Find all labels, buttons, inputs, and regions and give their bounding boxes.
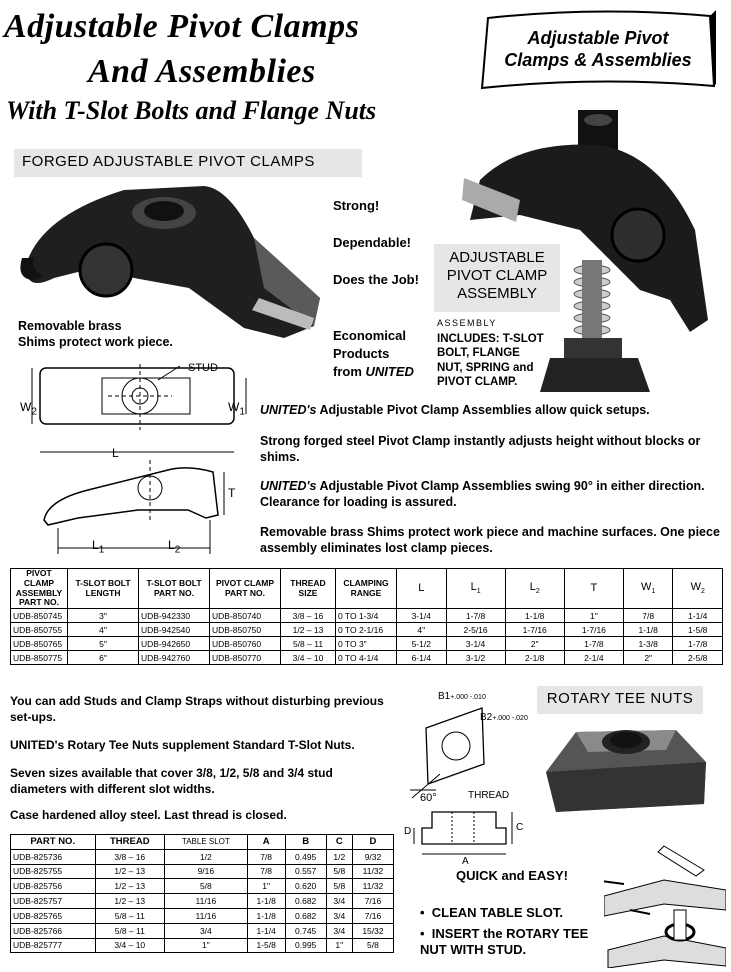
assembly-title-line-2: PIVOT CLAMP <box>446 267 548 284</box>
clamp-table-cell: 3-1/4 <box>397 609 447 623</box>
clamp-table-cell: 1-7/8 <box>673 637 723 651</box>
clamp-table-cell: 1-1/8 <box>623 623 673 637</box>
col-c: C <box>326 835 352 850</box>
col-d: D <box>352 835 393 850</box>
rotary-table-cell: 0.682 <box>285 894 326 909</box>
clamp-table-cell: 2-5/8 <box>673 651 723 665</box>
rotary-table-cell: 3/8 – 16 <box>95 849 165 864</box>
rotary-table-cell: 1/2 – 13 <box>95 894 165 909</box>
rotary-para-3: Seven sizes available that cover 3/8, 1/2, 5/8 and 3/4 stud diameters with different slot widths. <box>10 766 333 796</box>
assembly-title-line-1: ADJUSTABLE <box>449 249 545 266</box>
clamp-table-cell: 0 TO 2-1/16 <box>336 623 397 637</box>
col-l2: $L_2$ <box>505 569 564 609</box>
rotary-table-cell: 9/32 <box>352 849 393 864</box>
stud-label: STUD <box>188 362 218 374</box>
l1-letter: L <box>92 538 99 552</box>
rotary-table-row <box>11 938 394 953</box>
rotary-table-cell: 11/32 <box>352 879 393 894</box>
bullet-insert: • INSERT the ROTARY TEE NUT WITH STUD. <box>420 926 589 957</box>
bullet-insert-text: INSERT the ROTARY TEE NUT WITH STUD. <box>420 926 589 957</box>
assembly-includes-label: ASSEMBLY <box>437 318 497 328</box>
banner-line-2: Clamps & Assemblies <box>504 50 692 70</box>
angle-label: 60° <box>420 792 437 804</box>
col-table-slot: TABLE SLOT <box>165 835 248 850</box>
rotary-table-cell: UDB-825757 <box>11 894 96 909</box>
rotary-table-cell: 3/4 <box>326 923 352 938</box>
clamp-table-cell: UDB-942760 <box>139 651 210 665</box>
rotary-table-cell: 3/4 <box>326 908 352 923</box>
rotary-table-cell: 1/2 – 13 <box>95 879 165 894</box>
clamp-spec-table <box>10 568 723 665</box>
w2-letter: W <box>20 400 32 414</box>
clamp-table-cell: 1-3/8 <box>623 637 673 651</box>
clamp-table-cell: UDB-850750 <box>210 623 281 637</box>
clamp-table-cell: 3-1/4 <box>446 637 505 651</box>
rotary-table-cell: 0.995 <box>285 938 326 953</box>
paragraph-2: Strong forged steel Pivot Clamp instantly adjusts height without blocks or shims. <box>260 434 701 465</box>
a-label: A <box>462 856 469 867</box>
clamp-table-header-row <box>11 569 723 609</box>
includes-line-3: NUT, SPRING and <box>437 361 534 374</box>
clamp-table-cell: 5/8 – 11 <box>281 637 336 651</box>
rotary-table-cell: 3/4 <box>326 894 352 909</box>
rotary-table-cell: 5/8 <box>165 879 248 894</box>
rotary-table-cell: 1-1/8 <box>247 908 285 923</box>
thread-label: THREAD <box>468 790 510 801</box>
corner-banner <box>478 6 718 94</box>
economical-line-3 <box>333 364 414 380</box>
clamp-table-cell: 1-1/4 <box>673 609 723 623</box>
w1-letter: W <box>228 400 240 414</box>
clamp-table-cell: 3-1/2 <box>446 651 505 665</box>
col-bolt-length: T-SLOT BOLT LENGTH <box>68 569 139 609</box>
paragraph-4: Removable brass Shims protect work piece and machine surfaces. One piece assembly eliminates lost clamp pieces. <box>260 525 720 556</box>
united-brand: UNITED <box>365 364 414 379</box>
col-w2: $W_2$ <box>673 569 723 609</box>
rotary-table-row <box>11 849 394 864</box>
paragraph-3-brand: UNITED's <box>260 479 317 493</box>
clamp-table-cell: 3/8 – 16 <box>281 609 336 623</box>
l1-label <box>92 538 104 555</box>
banner-line-1: Adjustable Pivot <box>527 28 669 48</box>
clamp-table-cell: UDB-942330 <box>139 609 210 623</box>
col-clamp-part: PIVOT CLAMP PART NO. <box>210 569 281 609</box>
b2-text: B2 <box>480 712 493 723</box>
clamp-table-cell: 6" <box>68 651 139 665</box>
w2-sub: 2 <box>31 406 37 418</box>
clamp-table-cell: 4" <box>397 623 447 637</box>
rotary-table-cell: 0.745 <box>285 923 326 938</box>
clamp-table-row <box>11 623 723 637</box>
rotary-table-cell: 3/4 – 10 <box>95 938 165 953</box>
rotary-table-cell: 7/16 <box>352 908 393 923</box>
l2-sub: 2 <box>174 544 181 556</box>
clamp-table-cell: 0 TO 1-3/4 <box>336 609 397 623</box>
rotary-table-cell: 7/16 <box>352 894 393 909</box>
col-l1: $L_1$ <box>446 569 505 609</box>
rotary-table-cell: 7/8 <box>247 849 285 864</box>
clamp-table-cell: UDB-850760 <box>210 637 281 651</box>
col-bolt-part: T-SLOT BOLT PART NO. <box>139 569 210 609</box>
quick-and-easy: QUICK and EASY! <box>456 868 568 883</box>
clamp-table-row <box>11 609 723 623</box>
l2-letter: L <box>168 538 175 552</box>
includes-line-2: BOLT, FLANGE <box>437 347 520 360</box>
rotary-table-row <box>11 879 394 894</box>
rotary-table-cell: 3/4 <box>165 923 248 938</box>
clamp-table-cell: 1-7/8 <box>564 637 623 651</box>
tagline-dependable: Dependable! <box>333 235 412 250</box>
col-t: T <box>564 569 623 609</box>
rotary-table-header-row <box>11 835 394 850</box>
b2-tolerance: +.000 -.020 <box>492 715 528 722</box>
page-title-line-1: Adjustable Pivot Clamps <box>4 8 360 45</box>
clamp-table-cell: UDB-850765 <box>11 637 68 651</box>
clamp-table-cell: 1-7/8 <box>446 609 505 623</box>
col-thread-size: THREAD SIZE <box>281 569 336 609</box>
b1-label <box>438 691 486 702</box>
d-label: D <box>404 826 412 837</box>
rotary-nut-photo <box>536 712 712 824</box>
shim-caption-line-1: Removable brass <box>18 319 122 333</box>
l-label: L <box>112 446 119 460</box>
clamp-table-cell: 3/4 – 10 <box>281 651 336 665</box>
rotary-tee-nuts-heading: ROTARY TEE NUTS <box>537 686 703 714</box>
l2-label <box>168 538 180 555</box>
rotary-table-cell: 0.620 <box>285 879 326 894</box>
c-label: C <box>516 822 524 833</box>
clamp-table-cell: 1-1/8 <box>505 609 564 623</box>
clamp-table-cell: 5-1/2 <box>397 637 447 651</box>
w1-sub: 1 <box>239 406 245 418</box>
col-thread: THREAD <box>95 835 165 850</box>
rotary-table-cell: 11/16 <box>165 908 248 923</box>
assembly-photo <box>460 110 712 400</box>
rotary-table-cell: 1" <box>247 879 285 894</box>
rotary-table-cell: UDB-825766 <box>11 923 96 938</box>
tagline-strong: Strong! <box>333 198 380 213</box>
clamp-table-cell: 7/8 <box>623 609 673 623</box>
rotary-table-cell: 1-1/8 <box>247 894 285 909</box>
bullet-clean-text: CLEAN TABLE SLOT. <box>431 905 563 920</box>
rotary-table-cell: UDB-825765 <box>11 908 96 923</box>
col-clamping-range: CLAMPING RANGE <box>336 569 397 609</box>
clamp-table-cell: 1-5/8 <box>673 623 723 637</box>
clamp-table-cell: 6-1/4 <box>397 651 447 665</box>
rotary-table-row <box>11 864 394 879</box>
rotary-table-cell: 1-5/8 <box>247 938 285 953</box>
clamp-table-cell: 0 TO 3" <box>336 637 397 651</box>
rotary-table-cell: 5/8 – 11 <box>95 908 165 923</box>
col-part-no: PART NO. <box>11 835 96 850</box>
economical-line-1: Economical <box>333 328 406 343</box>
rotary-table-row <box>11 908 394 923</box>
clamp-table-cell: UDB-942540 <box>139 623 210 637</box>
install-illustration <box>604 840 726 968</box>
rotary-table-cell: UDB-825755 <box>11 864 96 879</box>
rotary-table-cell: 15/32 <box>352 923 393 938</box>
rotary-table-cell: 5/8 – 11 <box>95 923 165 938</box>
includes-line-1: INCLUDES: T-SLOT <box>437 333 544 345</box>
rotary-table-cell: 9/16 <box>165 864 248 879</box>
w1-label <box>228 400 245 417</box>
paragraph-3-text: Adjustable Pivot Clamp Assemblies swing 90° in either direction. Clearance for loading is assured. <box>260 479 705 510</box>
clamp-table-cell: 2" <box>623 651 673 665</box>
rotary-spec-table <box>10 834 394 953</box>
col-w1: $W_1$ <box>623 569 673 609</box>
economical-line-2: Products <box>333 346 390 361</box>
bullet-clean: • CLEAN TABLE SLOT. <box>420 905 563 920</box>
rotary-table-row <box>11 894 394 909</box>
rotary-table-cell: 0.557 <box>285 864 326 879</box>
paragraph-1-text: Adjustable Pivot Clamp Assemblies allow quick setups. <box>316 403 650 417</box>
clamp-table-cell: UDB-850755 <box>11 623 68 637</box>
shim-caption-line-2: Shims protect work piece. <box>18 335 173 349</box>
paragraph-1 <box>260 402 720 418</box>
clamp-table-cell: 2" <box>505 637 564 651</box>
clamp-table-cell: 3" <box>68 609 139 623</box>
rotary-table-cell: 0.495 <box>285 849 326 864</box>
clamp-table-cell: 1-7/16 <box>505 623 564 637</box>
tagline-does-the-job: Does the Job! <box>333 272 419 287</box>
clamp-table-cell: UDB-850770 <box>210 651 281 665</box>
rotary-para-4: Case hardened alloy steel. Last thread is closed. <box>10 808 287 822</box>
t-label: T <box>228 486 236 500</box>
rotary-table-cell: 1" <box>326 938 352 953</box>
rotary-table-cell: 5/8 <box>352 938 393 953</box>
w2-label <box>20 400 37 417</box>
col-a: A <box>247 835 285 850</box>
rotary-table-cell: 1/2 <box>165 849 248 864</box>
clamp-table-cell: UDB-850775 <box>11 651 68 665</box>
forged-clamps-heading: FORGED ADJUSTABLE PIVOT CLAMPS <box>14 149 362 177</box>
clamp-table-cell: 1" <box>564 609 623 623</box>
rotary-table-cell: 11/32 <box>352 864 393 879</box>
rotary-table-cell: 7/8 <box>247 864 285 879</box>
l1-sub: 1 <box>98 544 105 556</box>
rotary-table-cell: 5/8 <box>326 864 352 879</box>
rotary-table-cell: 0.682 <box>285 908 326 923</box>
clamp-table-row <box>11 651 723 665</box>
b1-tolerance: +.000 -.010 <box>450 694 486 701</box>
rotary-table-cell: 1-1/4 <box>247 923 285 938</box>
clamp-table-row <box>11 637 723 651</box>
clamp-table-cell: UDB-942650 <box>139 637 210 651</box>
col-l: L <box>397 569 447 609</box>
rotary-table-cell: UDB-825736 <box>11 849 96 864</box>
page-title-line-2: And Assemblies <box>88 53 316 90</box>
rotary-para-2: UNITED's Rotary Tee Nuts supplement Standard T-Slot Nuts. <box>10 738 355 752</box>
col-assembly-part: PIVOT CLAMP ASSEMBLY PART NO. <box>11 569 68 609</box>
rotary-table-cell: 5/8 <box>326 879 352 894</box>
page-subtitle: With T-Slot Bolts and Flange Nuts <box>6 96 377 125</box>
economical-from: from <box>333 364 362 379</box>
paragraph-3 <box>260 478 718 511</box>
rotary-table-cell: 1/2 – 13 <box>95 864 165 879</box>
clamp-table-cell: 4" <box>68 623 139 637</box>
paragraph-1-brand: UNITED's <box>260 403 317 417</box>
rotary-table-cell: 1/2 <box>326 849 352 864</box>
clamp-table-cell: UDB-850745 <box>11 609 68 623</box>
b2-label <box>480 712 528 723</box>
clamp-table-cell: 2-1/4 <box>564 651 623 665</box>
includes-line-4: PIVOT CLAMP. <box>437 376 518 389</box>
clamp-table-cell: 0 TO 4-1/4 <box>336 651 397 665</box>
rotary-table-cell: 1" <box>165 938 248 953</box>
b1-text: B1 <box>438 691 451 702</box>
rotary-table-row <box>11 923 394 938</box>
clamp-table-cell: 5" <box>68 637 139 651</box>
clamp-table-cell: 2-5/16 <box>446 623 505 637</box>
rotary-table-cell: 11/16 <box>165 894 248 909</box>
clamp-dimension-drawing <box>18 360 250 560</box>
rotary-table-cell: UDB-825756 <box>11 879 96 894</box>
clamp-table-cell: 2-1/8 <box>505 651 564 665</box>
assembly-title-line-3: ASSEMBLY <box>457 285 537 302</box>
rotary-para-1: You can add Studs and Clamp Straps without disturbing previous set-ups. <box>10 694 384 724</box>
clamp-table-cell: UDB-850740 <box>210 609 281 623</box>
clamp-table-cell: 1-7/16 <box>564 623 623 637</box>
clamp-table-cell: 1/2 – 13 <box>281 623 336 637</box>
rotary-table-cell: UDB-825777 <box>11 938 96 953</box>
col-b: B <box>285 835 326 850</box>
